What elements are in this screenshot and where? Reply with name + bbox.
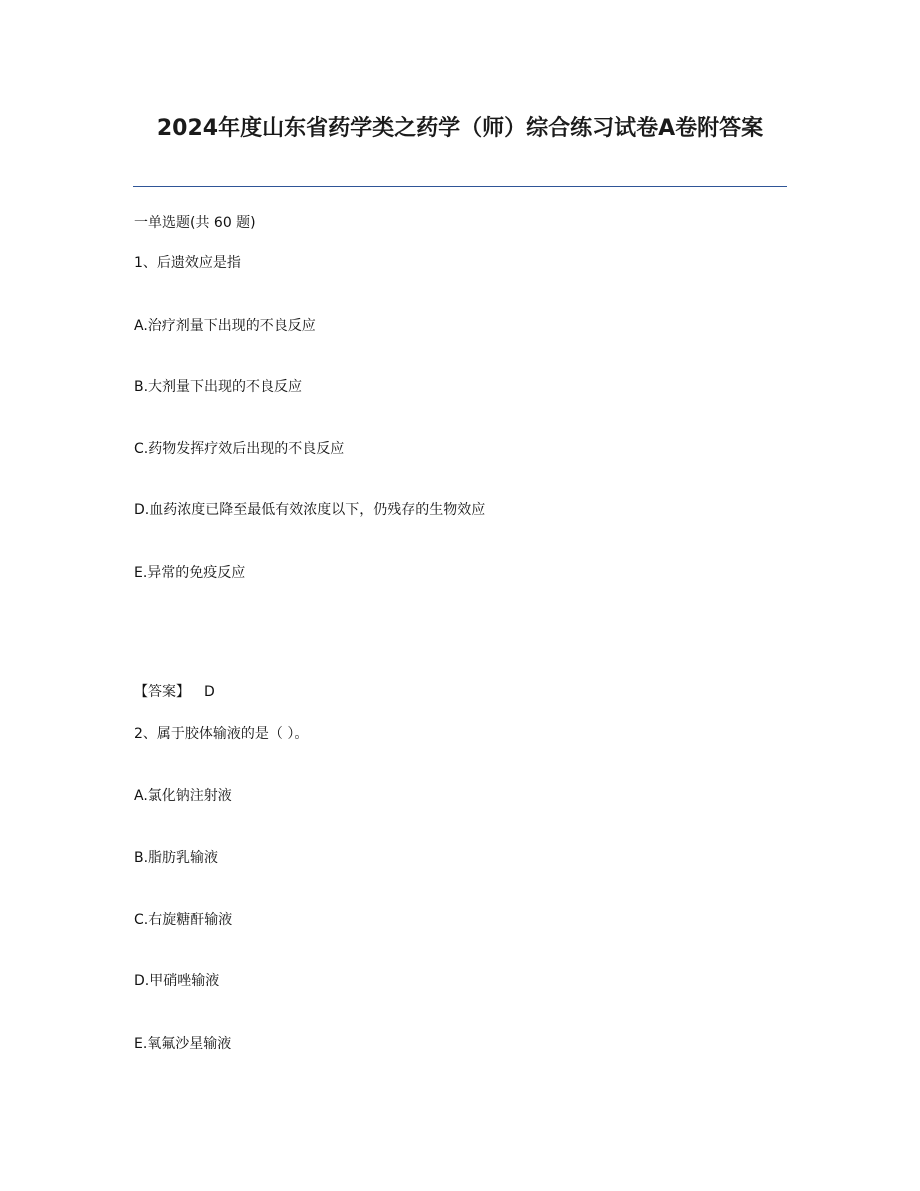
question-2-stem: 2、属于胶体输液的是（ ）。 [134, 726, 309, 742]
question-2-option-b: B.脂肪乳输液 [134, 850, 219, 866]
question-1-option-e: E.异常的免疫反应 [134, 565, 246, 581]
answer-value: D [204, 684, 215, 700]
question-1-option-b: B.大剂量下出现的不良反应 [134, 379, 303, 395]
question-1-answer [134, 682, 215, 702]
question-1-option-c: C.药物发挥疗效后出现的不良反应 [134, 441, 345, 457]
question-2-option-e: E.氧氟沙星输液 [134, 1036, 232, 1052]
question-2-option-c: C.右旋糖酐输液 [134, 912, 233, 928]
question-1-stem: 1、后遗效应是指 [134, 255, 241, 271]
question-2-option-a: A.氯化钠注射液 [134, 788, 232, 804]
question-2-option-d: D.甲硝唑输液 [134, 973, 220, 989]
title-divider [133, 186, 787, 187]
section-heading: 一单选题(共 60 题) [134, 215, 256, 231]
question-1-option-d: D.血药浓度已降至最低有效浓度以下，仍残存的生物效应 [134, 502, 486, 518]
document-title: 2024年度山东省药学类之药学（师）综合练习试卷A卷附答案 [156, 116, 764, 141]
answer-label: 【答案】 [134, 684, 190, 700]
question-1-option-a: A.治疗剂量下出现的不良反应 [134, 318, 316, 334]
